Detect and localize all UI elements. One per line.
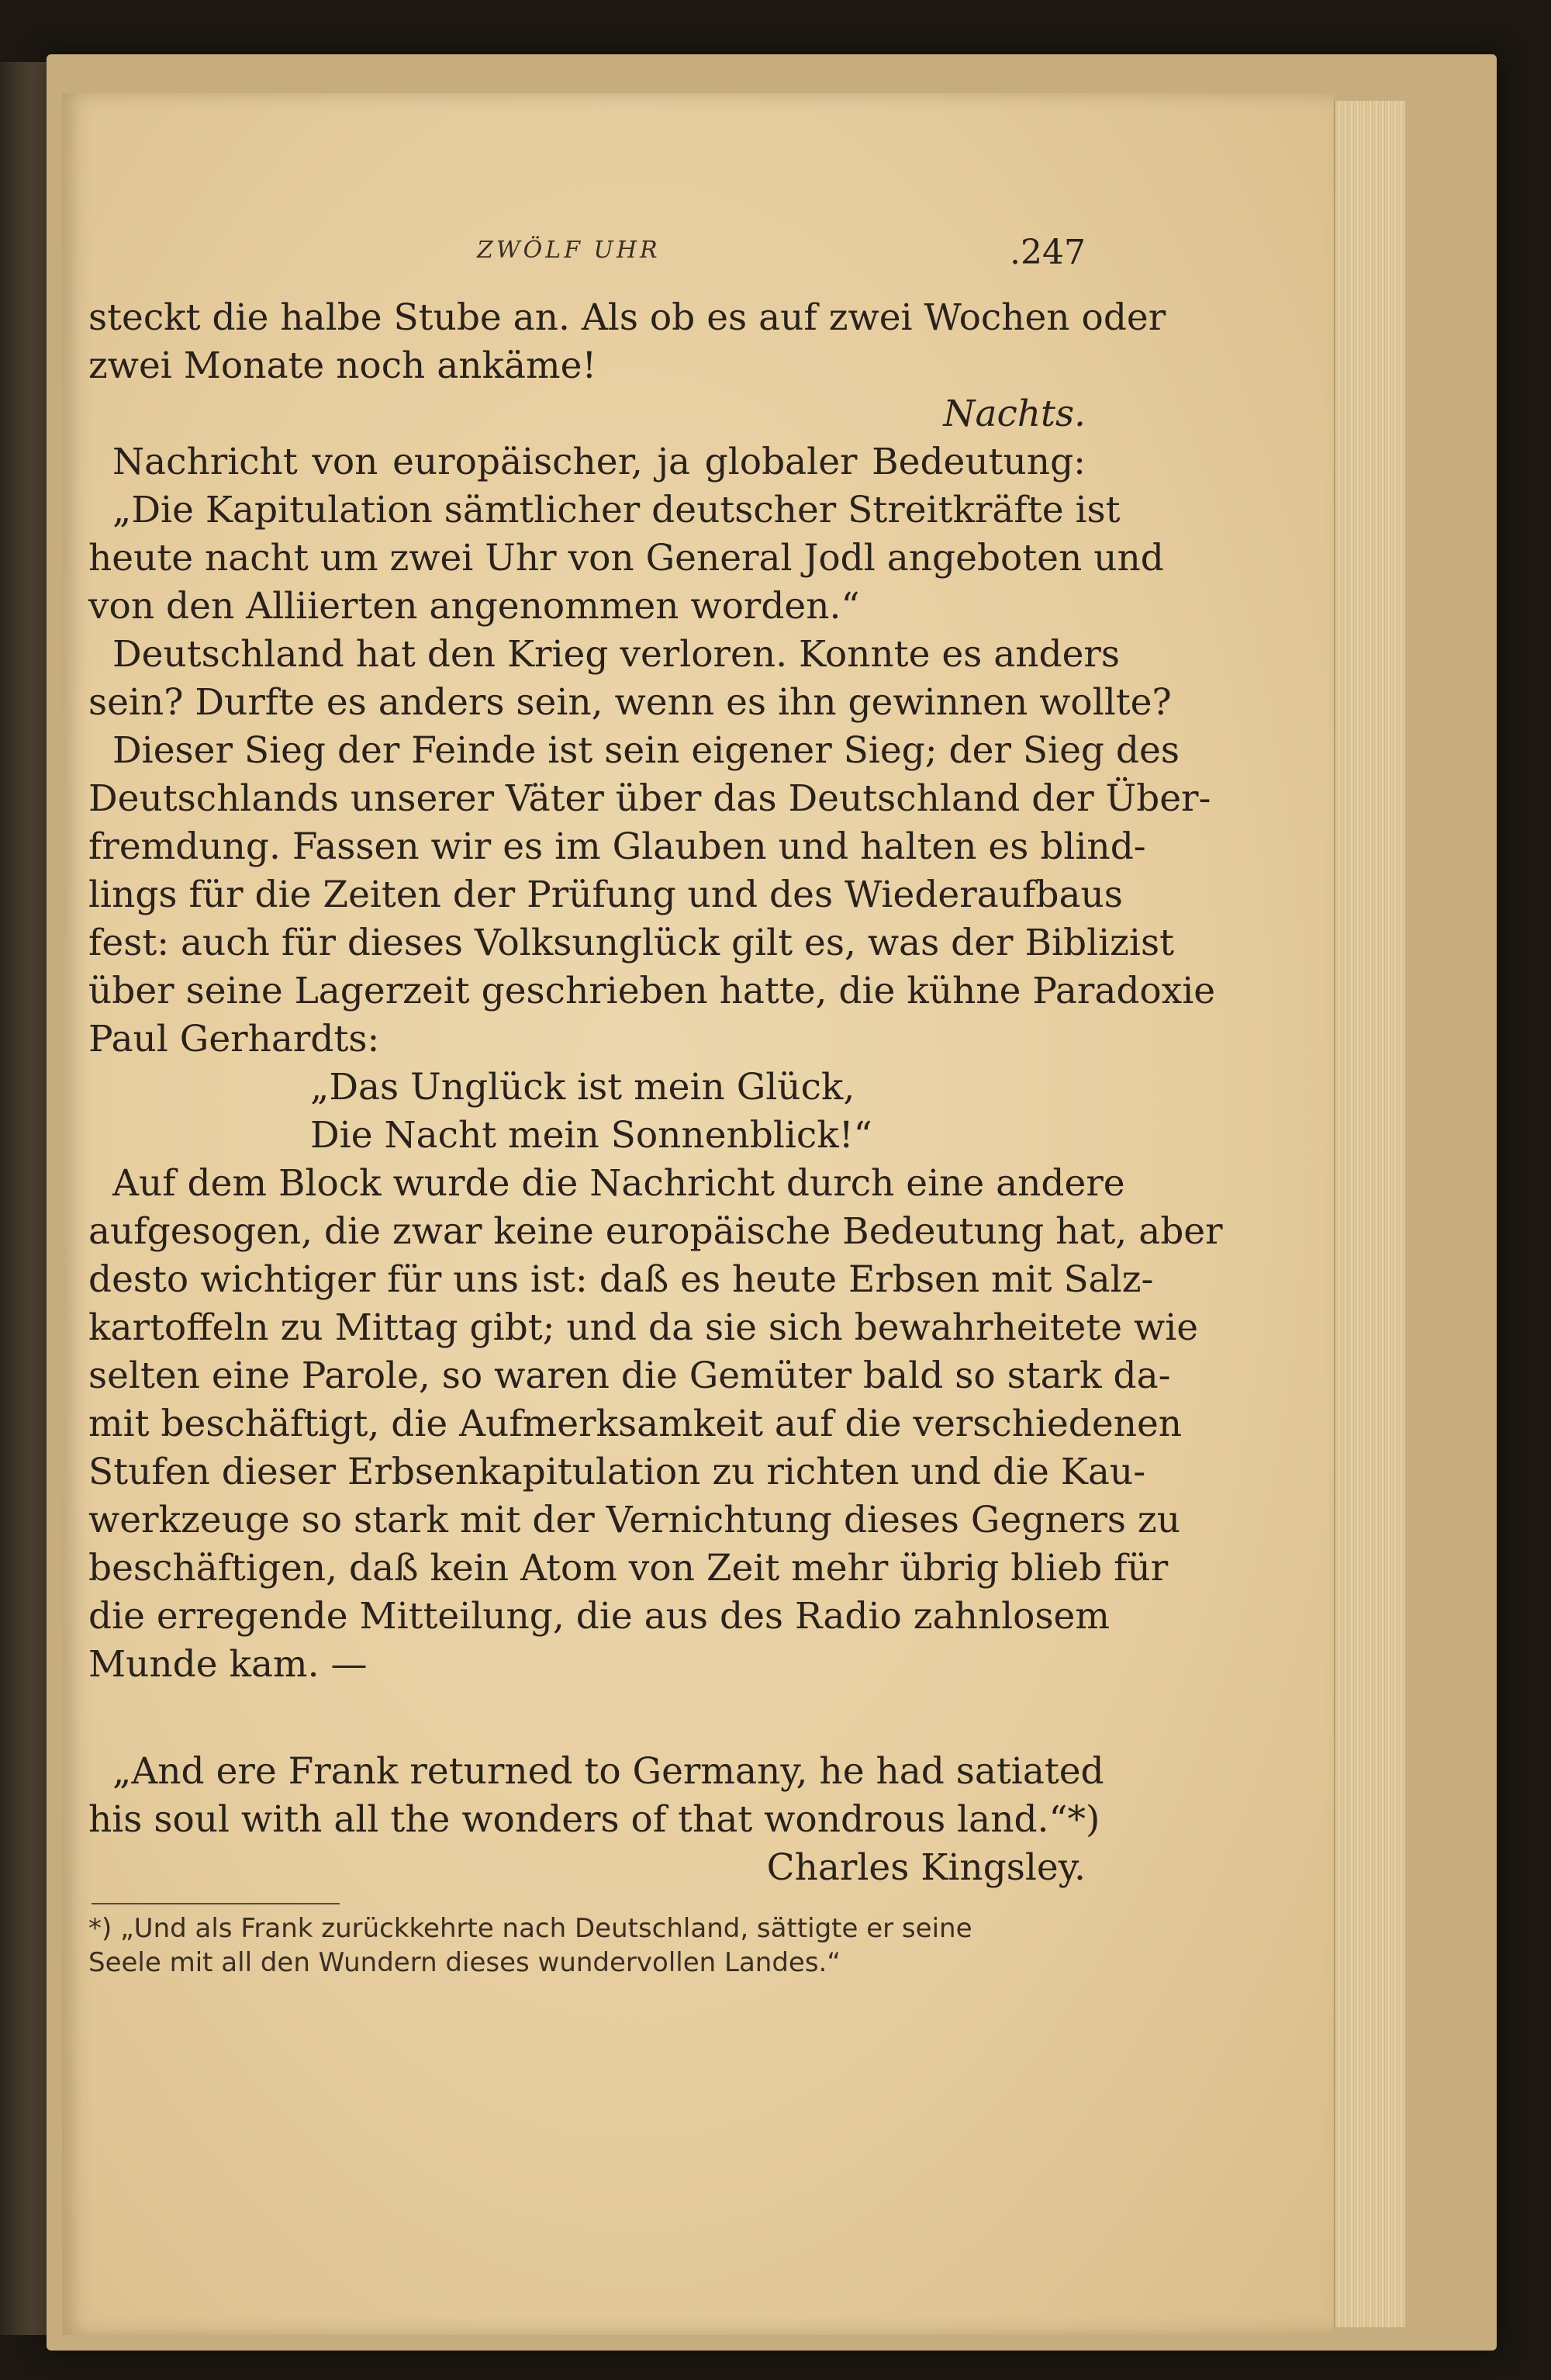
text-line: aufgesogen, die zwar keine europäische Bedeutung hat, aber	[88, 1210, 1223, 1253]
text-line: zwei Monate noch ankäme!	[88, 344, 597, 387]
text-line: Auf dem Block wurde die Nachricht durch eine andere	[112, 1162, 1125, 1205]
text-line: lings für die Zeiten der Prüfung und des Wiederaufbaus	[88, 873, 1123, 916]
verse-line: „Das Unglück ist mein Glück,	[310, 1066, 855, 1109]
text-line: von den Alliierten angenommen worden.“	[88, 585, 860, 628]
text-line: sein? Durfte es anders sein, wenn es ihn gewinnen wollte?	[88, 681, 1172, 724]
text-line: über seine Lagerzeit geschrieben hatte, die kühne Paradoxie	[88, 970, 1216, 1012]
page-number: .247	[1010, 233, 1086, 272]
text-line: Deutschland hat den Krieg verloren. Konnte es anders	[112, 633, 1120, 676]
quote-line: his soul with all the wonders of that wondrous land.“*)	[88, 1798, 1100, 1841]
text-line: selten eine Parole, so waren die Gemüter bald so stark da-	[88, 1354, 1171, 1397]
text-line: Paul Gerhardts:	[88, 1018, 380, 1060]
text-line: „Die Kapitulation sämtlicher deutscher Streitkräfte ist	[112, 489, 1121, 531]
text-line: werkzeuge so stark mit der Vernichtung dieses Gegners zu	[88, 1499, 1180, 1541]
footnote-line: *) „Und als Frank zurückkehrte nach Deutschland, sättigte er seine	[88, 1913, 972, 1944]
footnote-rule	[92, 1903, 340, 1904]
text-line: fest: auch für dieses Volksunglück gilt es, was der Biblizist	[88, 922, 1174, 964]
text-line: mit beschäftigt, die Aufmerksamkeit auf die verschiedenen	[88, 1403, 1183, 1445]
text-line: Nachts.	[943, 393, 1086, 435]
text-line: fremdung. Fassen wir es im Glauben und halten es blind-	[88, 825, 1146, 868]
text-line: Stufen dieser Erbsenkapitulation zu richten und die Kau-	[88, 1451, 1146, 1493]
text-line: Munde kam. —	[88, 1643, 368, 1686]
text-line: Dieser Sieg der Feinde ist sein eigener Sieg; der Sieg des	[112, 729, 1180, 772]
quote-line: „And ere Frank returned to Germany, he had satiated	[112, 1750, 1104, 1793]
text-line: steckt die halbe Stube an. Als ob es auf zwei Wochen oder	[88, 296, 1166, 339]
verse-line: Die Nacht mein Sonnenblick!“	[310, 1114, 872, 1157]
running-header: ZWÖLF UHR	[477, 237, 661, 264]
text-line: heute nacht um zwei Uhr von General Jodl angeboten und	[88, 537, 1164, 579]
quote-attribution: Charles Kingsley.	[766, 1846, 1086, 1889]
text-line: Deutschlands unserer Väter über das Deutschland der Über-	[88, 777, 1211, 820]
text-line: desto wichtiger für uns ist: daß es heute Erbsen mit Salz-	[88, 1258, 1154, 1301]
text-line: Nachricht von europäischer, ja globaler Bedeutung:	[112, 441, 1086, 483]
text-line: beschäftigen, daß kein Atom von Zeit mehr übrig blieb für	[88, 1547, 1169, 1590]
text-line: kartoffeln zu Mittag gibt; und da sie sich bewahrheitete wie	[88, 1306, 1199, 1349]
text-line: die erregende Mitteilung, die aus des Radio zahnlosem	[88, 1595, 1110, 1638]
footnote-line: Seele mit all den Wundern dieses wundervollen Landes.“	[88, 1947, 841, 1978]
